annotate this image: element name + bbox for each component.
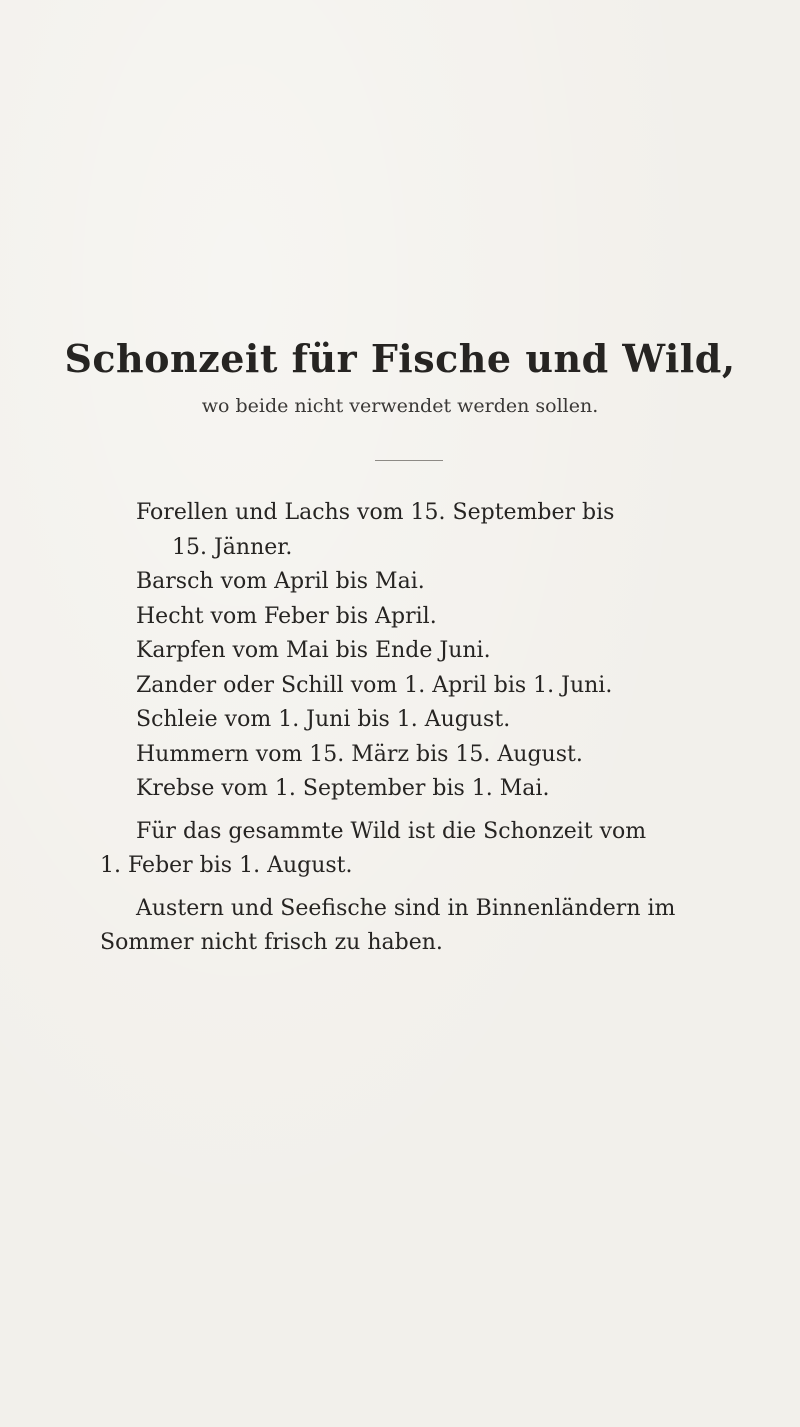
- list-item: [136, 496, 756, 565]
- entry-tench: Schleie vom 1. Juni bis 1. August.: [136, 707, 511, 732]
- paragraph-game-line2: 1. Feber bis 1. August.: [100, 853, 353, 878]
- spacer: [136, 807, 756, 815]
- paragraph-oysters: [100, 892, 756, 961]
- divider-rule: [375, 460, 443, 461]
- paragraph-game: [100, 815, 756, 884]
- page-title: Schonzeit für Fische und Wild,: [64, 336, 736, 381]
- paragraph-oysters-line1: Austern und Seefische sind in Binnenländern im: [136, 895, 676, 921]
- entry-lobster: Hummern vom 15. März bis 15. August.: [136, 741, 583, 767]
- list-item: [136, 600, 756, 635]
- list-item: [136, 772, 756, 807]
- list-item: [136, 703, 756, 738]
- list-item: [136, 669, 756, 704]
- list-item: [136, 738, 756, 773]
- closed-season-list: [100, 496, 756, 961]
- list-item: [136, 634, 756, 669]
- entry-zander: Zander oder Schill vom 1. April bis 1. Juni.: [136, 672, 613, 698]
- entry-carp: Karpfen vom Mai bis Ende Juni.: [136, 638, 491, 663]
- entry-perch: Barsch vom April bis Mai.: [136, 569, 425, 594]
- list-item: [136, 565, 756, 600]
- entry-crayfish: Krebse vom 1. September bis 1. Mai.: [136, 776, 550, 801]
- paragraph-oysters-line2: Sommer nicht frisch zu haben.: [100, 930, 443, 955]
- page-subtitle: wo beide nicht verwendet werden sollen.: [201, 395, 599, 417]
- entry-pike: Hecht vom Feber bis April.: [136, 603, 437, 629]
- paragraph-game-line1: Für das gesammte Wild ist die Schonzeit vom: [136, 818, 647, 844]
- entry-trout-salmon-cont: 15. Jänner.: [172, 534, 293, 560]
- entry-trout-salmon: Forellen und Lachs vom 15. September bis: [136, 500, 615, 525]
